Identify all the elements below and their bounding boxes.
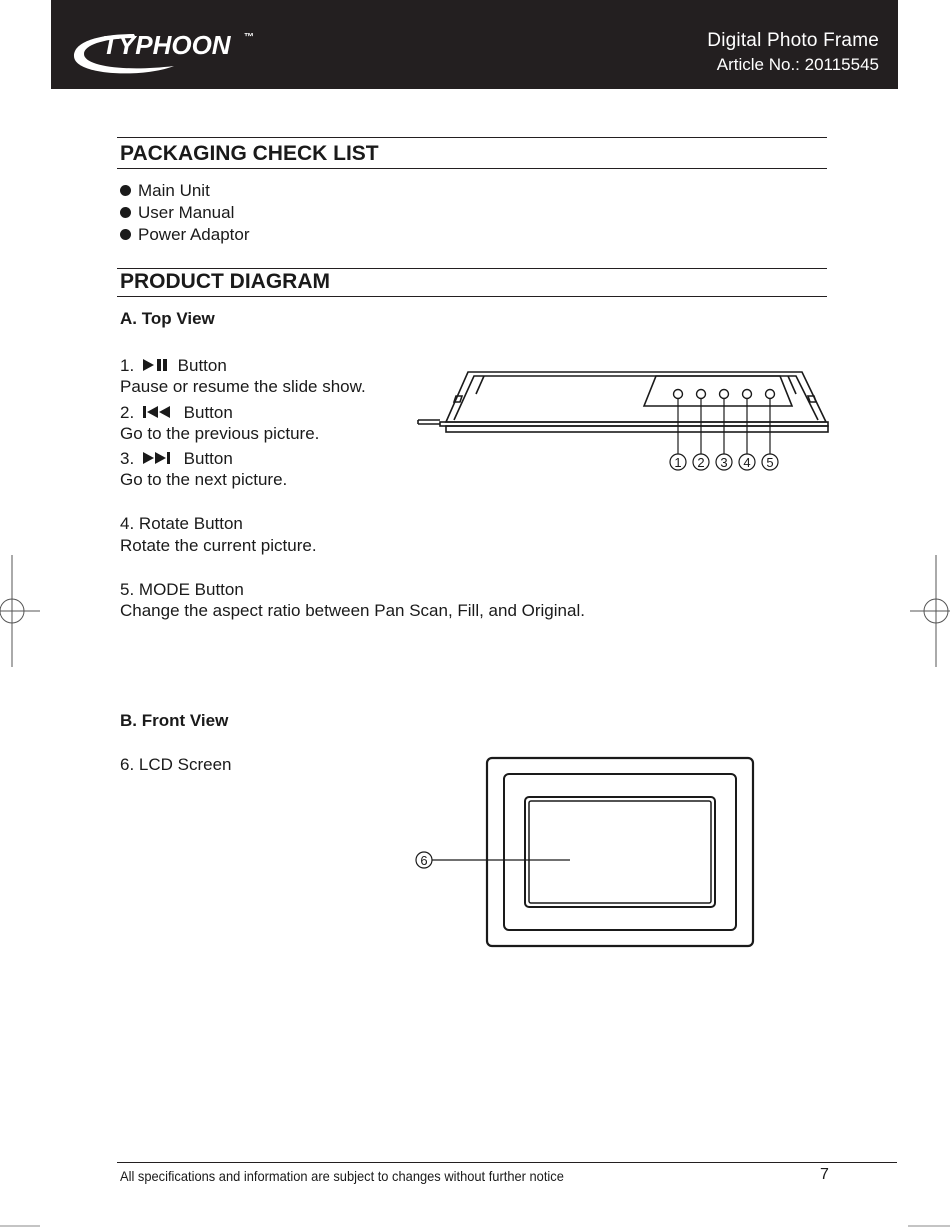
button-1-title — [120, 355, 227, 377]
callout-label-2: 2 — [697, 455, 705, 470]
diagram-heading: PRODUCT DIAGRAM — [120, 270, 330, 293]
button-marker — [720, 390, 729, 399]
bullet-icon — [120, 207, 131, 218]
front-view-heading: B. Front View — [120, 711, 229, 730]
button-3-title — [120, 448, 233, 470]
list-item-label: Main Unit — [138, 181, 210, 200]
typhoon-logo — [64, 26, 264, 78]
item-number: 4. — [120, 514, 135, 533]
button-label: Button — [183, 449, 233, 468]
button-label: MODE Button — [138, 580, 244, 599]
lcd-screen-item: 6. LCD Screen — [120, 755, 232, 774]
footer-rule — [117, 1162, 897, 1163]
next-icon — [141, 451, 175, 465]
section-rule-bottom — [117, 296, 827, 297]
item-number: 2. — [120, 403, 135, 422]
button-2-title — [120, 402, 233, 424]
top-view-heading: A. Top View — [120, 309, 215, 328]
section-rule-top — [117, 137, 827, 138]
callout-label-5: 5 — [766, 455, 774, 470]
top-view-diagram — [410, 360, 835, 475]
trademark-text: ™ — [244, 32, 254, 43]
button-4-desc: Rotate the current picture. — [120, 536, 317, 555]
list-item-label: Power Adaptor — [138, 225, 250, 244]
list-item-label: User Manual — [138, 203, 235, 222]
callout-label-1: 1 — [674, 455, 682, 470]
list-item — [120, 180, 210, 202]
item-number: 3. — [120, 449, 135, 468]
button-2-desc: Go to the previous picture. — [120, 424, 320, 443]
button-1-desc: Pause or resume the slide show. — [120, 377, 366, 396]
button-3-desc: Go to the next picture. — [120, 470, 288, 489]
bullet-icon — [120, 229, 131, 240]
button-4-title — [120, 513, 243, 535]
footer-notice: All specifications and information are subject to changes without further notice — [120, 1168, 564, 1184]
callout-label-6: 6 — [420, 853, 428, 868]
item-number: 5. — [120, 580, 135, 599]
article-number: Article No.: 20115545 — [716, 55, 879, 74]
packaging-heading: PACKAGING CHECK LIST — [120, 142, 379, 165]
button-label: Rotate Button — [138, 514, 243, 533]
page-number: 7 — [820, 1166, 829, 1183]
front-view-diagram — [410, 750, 760, 955]
button-label: Button — [177, 356, 227, 375]
registration-mark-right — [908, 555, 950, 670]
button-5-desc: Change the aspect ratio between Pan Scan, Fill, and Original. — [120, 601, 585, 620]
list-item — [120, 224, 250, 246]
button-marker — [674, 390, 683, 399]
list-item — [120, 202, 234, 224]
section-rule-bottom — [117, 168, 827, 169]
button-5-title — [120, 579, 244, 601]
brand-text: TYPHOON — [102, 30, 231, 60]
button-marker — [697, 390, 706, 399]
registration-mark-left — [0, 555, 42, 670]
section-rule-top — [117, 268, 827, 269]
button-label: Button — [183, 403, 233, 422]
trim-marks-bottom — [0, 1222, 950, 1229]
previous-icon — [141, 405, 175, 419]
button-marker — [766, 390, 775, 399]
callout-label-3: 3 — [720, 455, 728, 470]
item-number: 1. — [120, 356, 135, 375]
callout-label-4: 4 — [743, 455, 751, 470]
play-pause-icon — [141, 358, 169, 372]
bullet-icon — [120, 185, 131, 196]
button-marker — [743, 390, 752, 399]
header-title: Digital Photo Frame — [707, 30, 879, 51]
